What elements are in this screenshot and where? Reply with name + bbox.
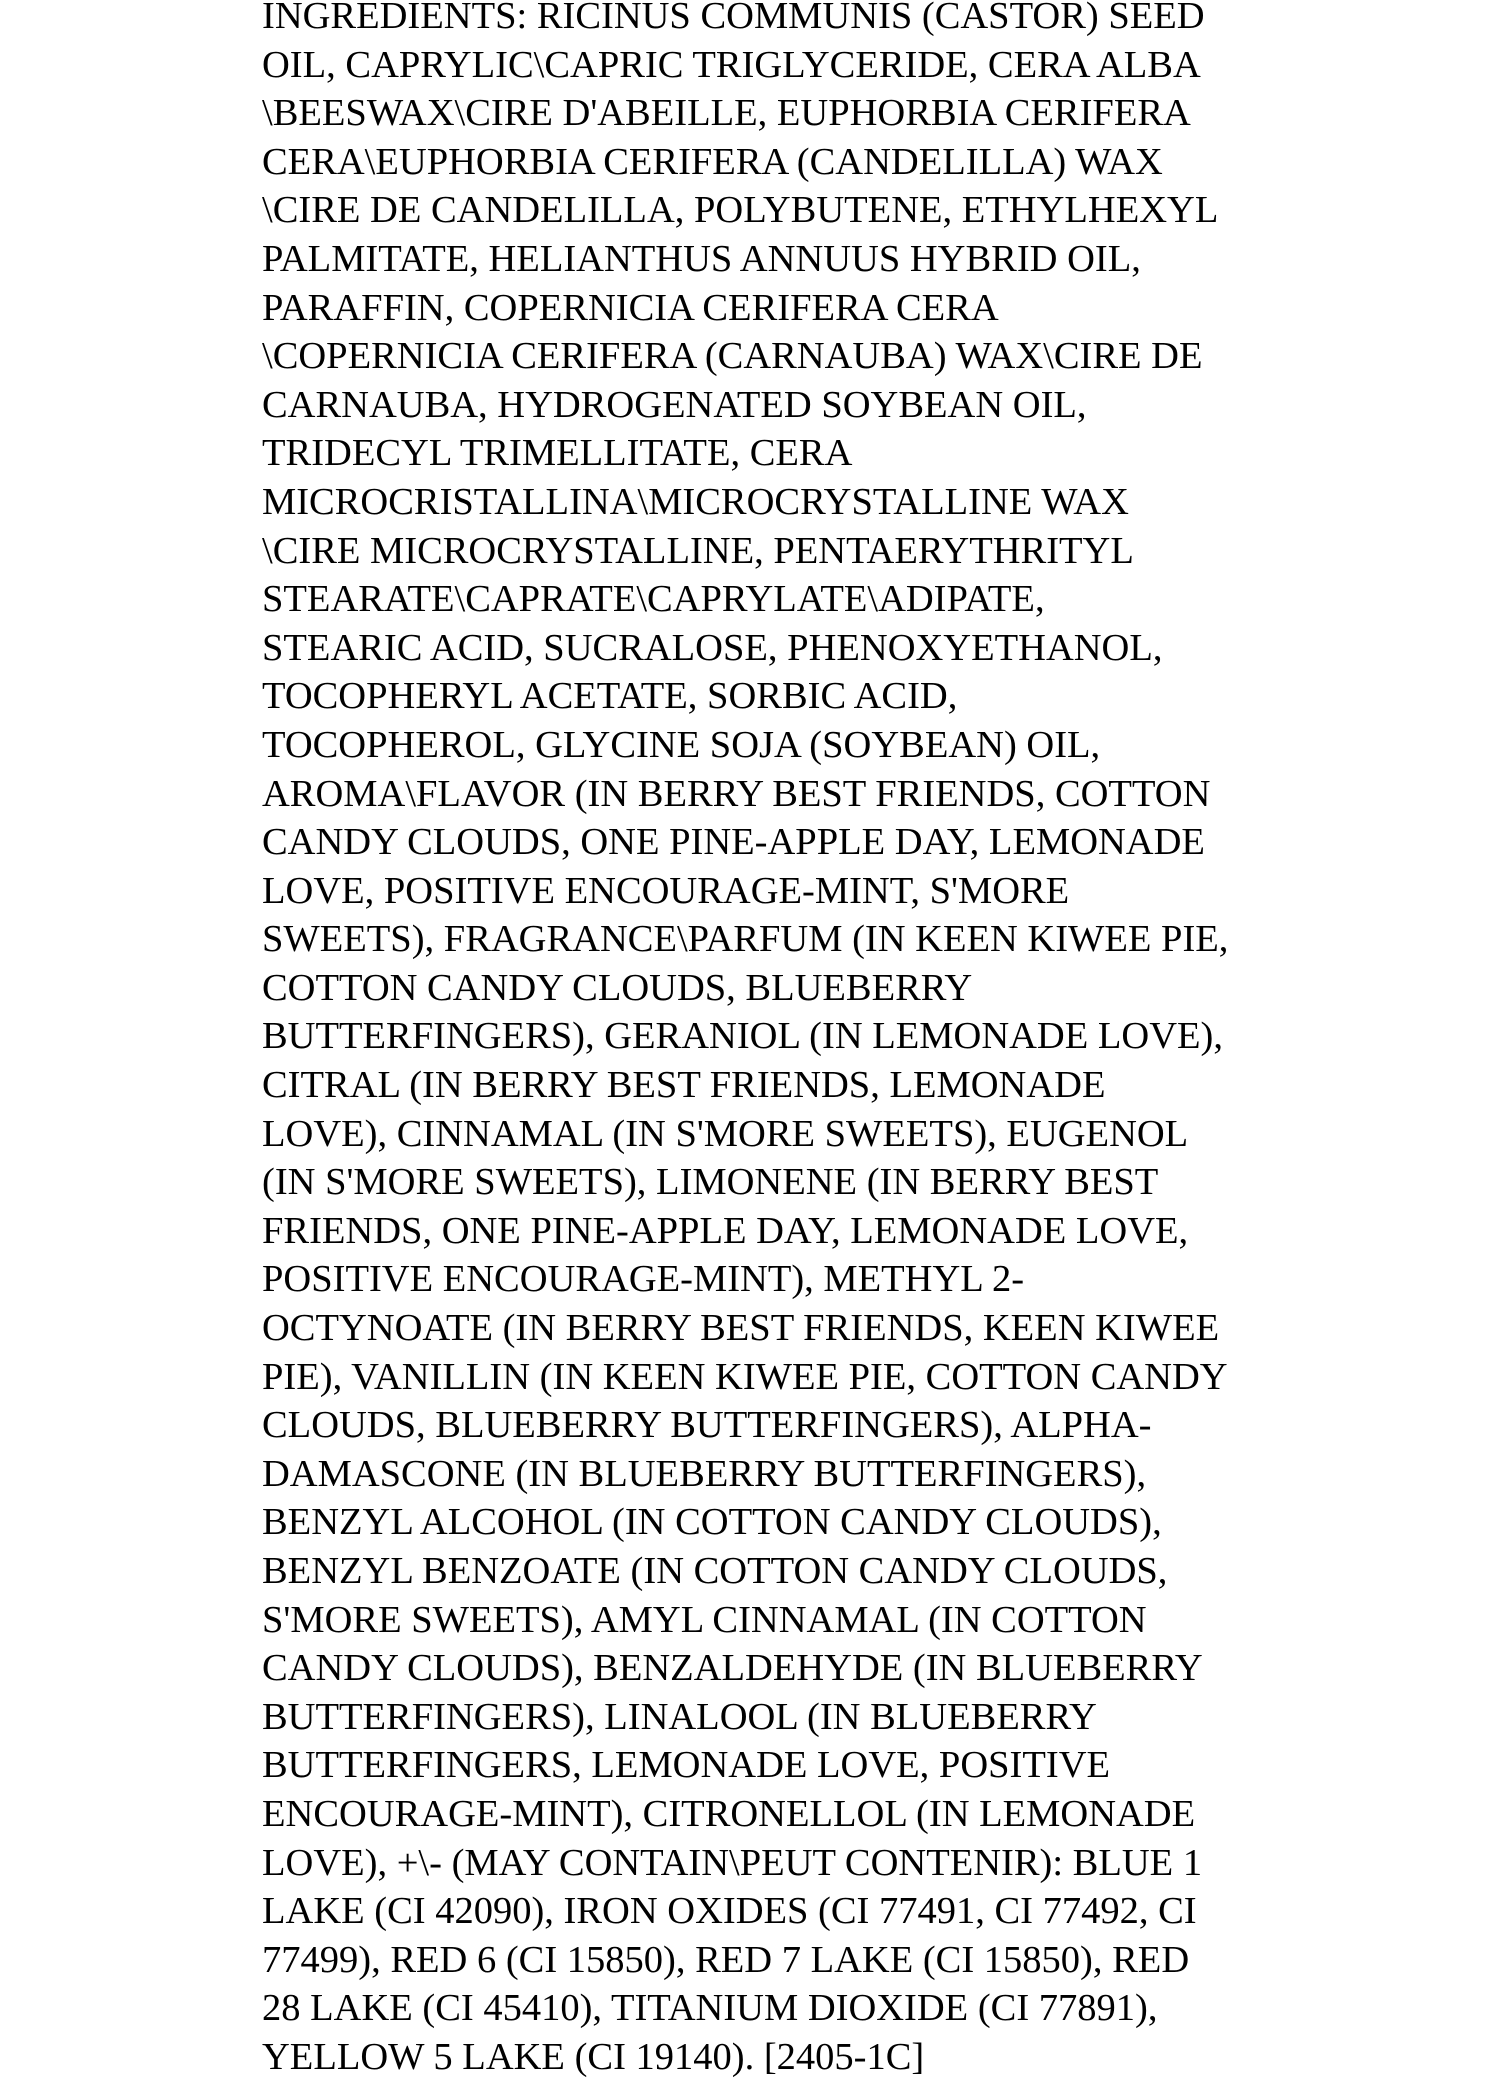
ingredients-line: SWEETS), FRAGRANCE\PARFUM (IN KEEN KIWEE PIE, <box>262 918 1229 961</box>
ingredients-line: COTTON CANDY CLOUDS, BLUEBERRY <box>262 966 973 1009</box>
ingredients-line: \CIRE MICROCRYSTALLINE, PENTAERYTHRITYL <box>262 529 1134 572</box>
ingredients-line: TOCOPHERYL ACETATE, SORBIC ACID, <box>262 675 958 718</box>
ingredients-line: TRIDECYL TRIMELLITATE, CERA <box>262 432 853 475</box>
ingredients-line: TOCOPHEROL, GLYCINE SOJA (SOYBEAN) OIL, <box>262 723 1101 766</box>
ingredients-line: \CIRE DE CANDELILLA, POLYBUTENE, ETHYLHEXYL <box>262 189 1219 232</box>
ingredients-line: OCTYNOATE (IN BERRY BEST FRIENDS, KEEN KIWEE <box>262 1307 1220 1350</box>
ingredients-line: BENZYL ALCOHOL (IN COTTON CANDY CLOUDS), <box>262 1501 1162 1544</box>
ingredients-line: LAKE (CI 42090), IRON OXIDES (CI 77491, CI 77492, CI <box>262 1890 1197 1933</box>
ingredients-line: \COPERNICIA CERIFERA (CARNAUBA) WAX\CIRE DE <box>262 335 1203 378</box>
ingredients-line: \BEESWAX\CIRE D'ABEILLE, EUPHORBIA CERIFERA <box>262 92 1191 135</box>
ingredients-line: BUTTERFINGERS), GERANIOL (IN LEMONADE LOVE), <box>262 1015 1223 1058</box>
ingredients-line: CLOUDS, BLUEBERRY BUTTERFINGERS), ALPHA- <box>262 1404 1152 1447</box>
ingredients-text <box>262 0 1272 2082</box>
ingredients-line: BENZYL BENZOATE (IN COTTON CANDY CLOUDS, <box>262 1550 1168 1592</box>
ingredients-line: FRIENDS, ONE PINE-APPLE DAY, LEMONADE LOVE, <box>262 1209 1189 1252</box>
ingredients-line: DAMASCONE (IN BLUEBERRY BUTTERFINGERS), <box>262 1452 1147 1495</box>
ingredients-line: CITRAL (IN BERRY BEST FRIENDS, LEMONADE <box>262 1064 1106 1107</box>
ingredients-line: CARNAUBA, HYDROGENATED SOYBEAN OIL, <box>262 383 1087 426</box>
ingredients-line: S'MORE SWEETS), AMYL CINNAMAL (IN COTTON <box>262 1598 1147 1641</box>
ingredients-line: BUTTERFINGERS, LEMONADE LOVE, POSITIVE <box>262 1744 1111 1787</box>
ingredients-line: CANDY CLOUDS), BENZALDEHYDE (IN BLUEBERRY <box>262 1647 1203 1690</box>
ingredients-line: CANDY CLOUDS, ONE PINE-APPLE DAY, LEMONADE <box>262 821 1205 864</box>
ingredients-line: BUTTERFINGERS), LINALOOL (IN BLUEBERRY <box>262 1695 1097 1738</box>
ingredients-line: 77499), RED 6 (CI 15850), RED 7 LAKE (CI 15850), RED <box>262 1938 1190 1981</box>
ingredients-line: PIE), VANILLIN (IN KEEN KIWEE PIE, COTTON CANDY <box>262 1355 1228 1398</box>
ingredients-line: 28 LAKE (CI 45410), TITANIUM DIOXIDE (CI 77891), <box>262 1987 1158 2030</box>
ingredients-line: LOVE), +\- (MAY CONTAIN\PEUT CONTENIR): BLUE 1 <box>262 1841 1203 1884</box>
ingredients-line: CERA\EUPHORBIA CERIFERA (CANDELILLA) WAX <box>262 140 1163 183</box>
ingredients-line: STEARIC ACID, SUCRALOSE, PHENOXYETHANOL, <box>262 626 1163 669</box>
ingredients-line: MICROCRISTALLINA\MICROCRYSTALLINE WAX <box>262 480 1129 523</box>
ingredients-line: AROMA\FLAVOR (IN BERRY BEST FRIENDS, COTTON <box>262 772 1211 815</box>
ingredients-line: OIL, CAPRYLIC\CAPRIC TRIGLYCERIDE, CERA ALBA <box>262 43 1201 86</box>
ingredients-line: LOVE), CINNAMAL (IN S'MORE SWEETS), EUGENOL <box>262 1112 1189 1155</box>
ingredients-line: (IN S'MORE SWEETS), LIMONENE (IN BERRY BEST <box>262 1161 1159 1204</box>
ingredients-line: YELLOW 5 LAKE (CI 19140). [2405-1C] <box>262 2035 925 2078</box>
ingredients-line: STEARATE\CAPRATE\CAPRYLATE\ADIPATE, <box>262 578 1045 621</box>
ingredients-line: PARAFFIN, COPERNICIA CERIFERA CERA <box>262 286 999 329</box>
ingredients-line: POSITIVE ENCOURAGE-MINT), METHYL 2- <box>262 1258 1025 1301</box>
ingredients-line: LOVE, POSITIVE ENCOURAGE-MINT, S'MORE <box>262 869 1070 912</box>
ingredients-line: PALMITATE, HELIANTHUS ANNUUS HYBRID OIL, <box>262 237 1141 280</box>
ingredients-line: ENCOURAGE-MINT), CITRONELLOL (IN LEMONADE <box>262 1792 1196 1835</box>
ingredients-line: INGREDIENTS: RICINUS COMMUNIS (CASTOR) SEED <box>262 0 1205 37</box>
